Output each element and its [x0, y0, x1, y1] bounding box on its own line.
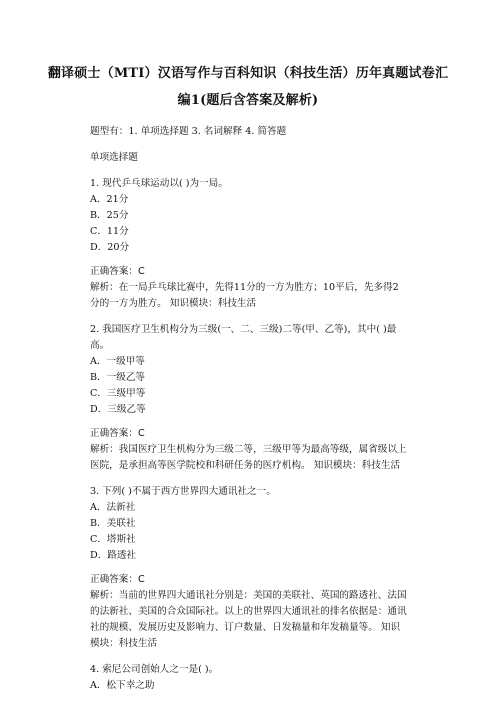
option-c: C．三级甲等: [90, 388, 146, 399]
option-c: C．11分: [90, 226, 129, 237]
option-d: D．路透社: [90, 550, 137, 561]
question-1: [90, 176, 408, 312]
option-b: B．25分: [90, 210, 129, 221]
option-a: A．松下幸之助: [90, 680, 155, 691]
question-2: [90, 322, 408, 474]
option-b: B．一级乙等: [90, 372, 146, 383]
section-heading: 单项选择题: [90, 152, 138, 163]
question-3: [90, 484, 408, 652]
document-title-line-2: 编1(题后含答案及解析): [177, 93, 319, 108]
correct-answer: 正确答案：C: [90, 574, 145, 585]
option-a: A．一级甲等: [90, 356, 145, 367]
explanation: 解析：当前的世界四大通讯社分别是：美国的美联社、英国的路透社、法国的法新社、美国的合众国际社。以上的世界四大通讯社的排名依据是：通讯社的规模、发展历史及影响力、订户数量、日发稿量和年发稿量等。 知识模块：科技生活: [90, 590, 407, 649]
option-a: A．21分: [90, 194, 129, 205]
question-stem: 2. 我国医疗卫生机构分为三级(一、二、三级)二等(甲、乙等)，其中( )最高。: [90, 324, 397, 351]
option-a: A．法新社: [90, 502, 136, 513]
correct-answer: 正确答案：C: [90, 266, 145, 277]
option-b: B．美联社: [90, 518, 136, 529]
explanation: 解析：在一局乒乓球比赛中，先得11分的一方为胜方；10平后，先多得2分的一方为胜方。 知识模块：科技生活: [90, 282, 399, 309]
question-stem: 1. 现代乒乓球运动以( )为一局。: [90, 178, 228, 189]
correct-answer: 正确答案：C: [90, 428, 145, 439]
explanation: 解析：我国医疗卫生机构分为三级二等，三级甲等为最高等级，属省级以上医院，是承担高等医学院校和科研任务的医疗机构。 知识模块：科技生活: [90, 444, 407, 471]
question-4: [90, 662, 408, 694]
option-d: D．三级乙等: [90, 404, 146, 415]
question-stem: 3. 下列( )不属于西方世界四大通讯社之一。: [90, 486, 276, 497]
document-title-line-1: 翻译硕士（MTI）汉语写作与百科知识（科技生活）历年真题试卷汇: [47, 66, 449, 81]
option-d: D．20分: [90, 242, 130, 253]
question-types: 题型有：1. 单项选择题 3. 名词解释 4. 简答题: [90, 126, 287, 137]
option-c: C．塔斯社: [90, 534, 136, 545]
document-body: [90, 124, 408, 694]
question-stem: 4. 索尼公司创始人之一是( )。: [90, 664, 219, 675]
